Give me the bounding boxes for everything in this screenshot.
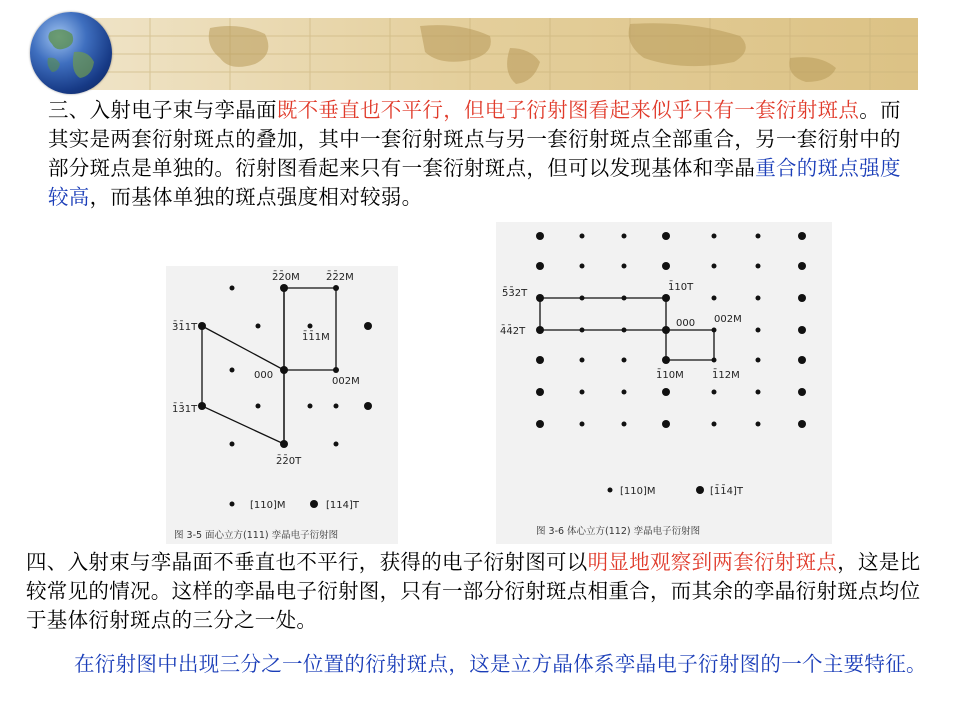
spot bbox=[580, 358, 585, 363]
spot-strong bbox=[536, 232, 544, 240]
spot bbox=[580, 296, 585, 301]
legend-matrix-spot bbox=[608, 488, 613, 493]
spot-strong bbox=[662, 420, 670, 428]
paragraph-three bbox=[48, 96, 918, 212]
label-002M: 002M bbox=[714, 314, 742, 325]
spot bbox=[712, 296, 717, 301]
spot-strong bbox=[198, 322, 206, 330]
spot-strong bbox=[364, 402, 372, 410]
legend-matrix-label: [110]M bbox=[250, 500, 286, 511]
spot-strong bbox=[798, 262, 806, 270]
spot-strong bbox=[536, 326, 544, 334]
label-000: 000 bbox=[676, 318, 696, 329]
spot bbox=[333, 285, 339, 291]
spot bbox=[756, 422, 761, 427]
paragraph-four-end: ，这是比较常见的情况。这样的孪晶电子衍射图，只有一部分衍射斑点相重合，而其余的孪晶衍射斑点均位于基体衍射斑点的三分之一处。 bbox=[26, 550, 921, 632]
paragraph-four-intro: 四、入射束与孪晶面不垂直也不平行，获得的电子衍射图可以 bbox=[26, 550, 588, 574]
spot-strong bbox=[280, 440, 288, 448]
legend-twin-label: [114]T bbox=[326, 500, 359, 511]
world-map-decoration bbox=[90, 18, 918, 90]
label-131T: 1̄3̄1T bbox=[172, 404, 198, 415]
bcc-diffraction-diagram bbox=[496, 222, 832, 544]
spot bbox=[308, 324, 313, 329]
spot-strong bbox=[536, 420, 544, 428]
paragraph-four bbox=[26, 548, 938, 635]
spot-strong bbox=[662, 294, 670, 302]
label-111M: 1̄1̄1M bbox=[302, 332, 330, 343]
spot-strong bbox=[662, 356, 670, 364]
spot-strong bbox=[662, 326, 670, 334]
spot-strong bbox=[198, 402, 206, 410]
globe-logo bbox=[30, 12, 112, 94]
spot bbox=[712, 358, 717, 363]
spot bbox=[256, 324, 261, 329]
label-311T: 3̄1̄1T bbox=[172, 322, 198, 333]
spot-strong bbox=[798, 326, 806, 334]
spot-strong bbox=[798, 232, 806, 240]
spot bbox=[622, 422, 627, 427]
figure-bcc-twin-pattern bbox=[496, 222, 832, 544]
spot bbox=[712, 422, 717, 427]
spot bbox=[712, 264, 717, 269]
fcc-diffraction-diagram bbox=[166, 266, 398, 544]
spot bbox=[580, 422, 585, 427]
legend-twin-label: [1̄1̄4]T bbox=[710, 486, 743, 497]
spot-strong bbox=[662, 262, 670, 270]
spot bbox=[308, 404, 313, 409]
matrix-cell-outline bbox=[666, 330, 714, 360]
spot bbox=[230, 368, 235, 373]
spot-strong bbox=[798, 420, 806, 428]
spot-strong bbox=[798, 294, 806, 302]
legend-twin-spot bbox=[310, 500, 318, 508]
spot-strong bbox=[536, 356, 544, 364]
globe-continents bbox=[30, 12, 112, 94]
header-banner bbox=[90, 18, 918, 90]
spot bbox=[712, 328, 717, 333]
paragraph-three-intro: 三、入射电子束与孪晶面 bbox=[48, 98, 277, 122]
spot bbox=[230, 442, 235, 447]
spot bbox=[756, 328, 761, 333]
spot-strong bbox=[662, 232, 670, 240]
legend-twin-spot bbox=[696, 486, 704, 494]
legend-matrix-label: [110]M bbox=[620, 486, 656, 497]
spot-strong bbox=[536, 262, 544, 270]
paragraph-three-highlight-blue: 重合的斑点强度较高 bbox=[48, 156, 901, 209]
label-110T: 1̄10T bbox=[668, 282, 694, 293]
spot bbox=[230, 286, 235, 291]
label-110M: 1̄10M bbox=[656, 370, 684, 381]
label-000: 000 bbox=[254, 370, 274, 381]
label-222M: 2̄2̄2M bbox=[326, 272, 354, 283]
twin-cell-outline bbox=[202, 326, 284, 444]
spot bbox=[334, 404, 339, 409]
matrix-cell-outline bbox=[284, 288, 336, 370]
spot bbox=[622, 296, 627, 301]
spot bbox=[712, 234, 717, 239]
paragraph-four-highlight-red: 明显地观察到两套衍射斑点 bbox=[587, 550, 838, 574]
spot bbox=[756, 234, 761, 239]
label-220T: 2̄2̄0T bbox=[276, 456, 302, 467]
spot bbox=[622, 234, 627, 239]
spot-strong bbox=[662, 388, 670, 396]
label-220M: 2̄2̄0M bbox=[272, 272, 300, 283]
label-112M: 1̄12M bbox=[712, 370, 740, 381]
spot-strong bbox=[536, 388, 544, 396]
spot bbox=[756, 390, 761, 395]
legend-matrix-spot bbox=[230, 502, 235, 507]
spot bbox=[622, 358, 627, 363]
figure-fcc-twin-pattern bbox=[166, 266, 398, 544]
spot bbox=[712, 390, 717, 395]
spot bbox=[580, 328, 585, 333]
spot-strong bbox=[536, 294, 544, 302]
spot-strong bbox=[280, 284, 288, 292]
figure-caption: 图 3-5 面心立方(111) 孪晶电子衍射图 bbox=[174, 530, 339, 541]
spot-strong bbox=[364, 322, 372, 330]
spot-strong bbox=[280, 366, 288, 374]
spot bbox=[622, 328, 627, 333]
spot bbox=[580, 234, 585, 239]
spot bbox=[622, 390, 627, 395]
spot bbox=[256, 404, 261, 409]
twin-cell-outline bbox=[540, 298, 666, 330]
label-442T: 4̄4̄2T bbox=[500, 326, 526, 337]
label-002M: 002M bbox=[332, 376, 360, 387]
spot bbox=[580, 264, 585, 269]
paragraph-five-text: 在衍射图中出现三分之一位置的衍射斑点，这是立方晶体系孪晶电子衍射图的一个主要特征。 bbox=[74, 652, 927, 676]
spot bbox=[756, 264, 761, 269]
paragraph-three-middle: 。而其实是两套衍射斑点的叠加，其中一套衍射斑点与另一套衍射斑点全部重合，另一套衍射中的部分斑点是单独的。衍射图看起来只有一套衍射斑点，但可以发现基体和孪晶 bbox=[48, 98, 901, 180]
spot-strong bbox=[798, 388, 806, 396]
spot-strong bbox=[798, 356, 806, 364]
label-532T: 5̄3̄2T bbox=[502, 288, 528, 299]
spot bbox=[756, 358, 761, 363]
paragraph-three-highlight-red: 既不垂直也不平行，但电子衍射图看起来似乎只有一套衍射斑点 bbox=[276, 98, 860, 122]
spot bbox=[580, 390, 585, 395]
paragraph-three-end: ，而基体单独的斑点强度相对较弱。 bbox=[89, 185, 423, 209]
spot bbox=[333, 367, 339, 373]
figure-caption: 图 3-6 体心立方(112) 孪晶电子衍射图 bbox=[536, 526, 701, 537]
paragraph-five bbox=[26, 650, 938, 679]
spot bbox=[622, 264, 627, 269]
spot bbox=[334, 442, 339, 447]
spot bbox=[756, 296, 761, 301]
